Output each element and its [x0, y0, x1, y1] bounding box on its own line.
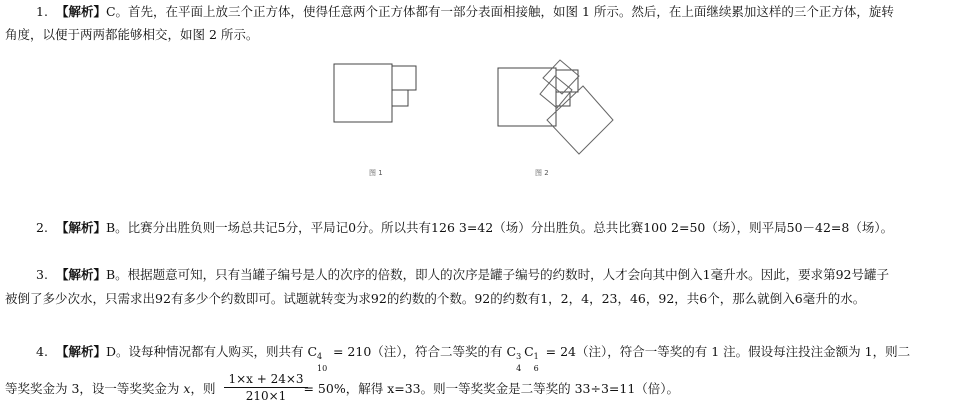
combination-3-sup: 1	[533, 352, 539, 361]
item-4-text-1b: = 210（注），符合二等奖的有 C	[329, 344, 517, 359]
fraction-bar	[224, 387, 308, 388]
combination-1-sub: 10	[317, 364, 328, 373]
fig1-square-middle	[392, 90, 408, 106]
figure-2	[495, 58, 625, 158]
fig2-rotated-large	[547, 86, 613, 154]
item-number: 2.	[36, 220, 48, 235]
analysis-tag: 【解析】	[55, 267, 106, 282]
fig2-rotated-small	[543, 60, 579, 94]
fraction-numerator: 1×x + 24×3	[228, 372, 304, 386]
item-1-text-2: 角度，以便于两两都能够相交，如图 2 所示。	[5, 27, 259, 42]
item-1-text-1: C。首先，在平面上放三个正方体，使得任意两个正方体都有一部分表面相接触，如图 1 所示。然后，在上面继续累加这样的三个正方体，旋转	[105, 4, 894, 19]
fraction-denominator: 210×1	[245, 389, 287, 403]
combination-3-letter: C	[524, 344, 534, 359]
item-4-text-1c: = 24（注），符合一等奖的有 1 注。假设每注投注金额为 1，则二	[541, 344, 911, 359]
fig1-square-top	[392, 66, 416, 90]
item-1-line-2	[5, 27, 258, 43]
fig2-large-square	[498, 68, 556, 126]
item-3-text-1: B。根据题意可知，只有当罐子编号是人的次序的倍数，即人的次序是罐子编号的约数时，人才会向其中倒入1毫升水。因此，要求第92号罐子	[105, 267, 890, 282]
item-2-text-1: B。比赛分出胜负则一场总共记5分，平局记0分。所以共有126 3=42（场）分出胜负。总共比赛100 2=50（场），则平局50－42=8（场）。	[105, 220, 894, 235]
item-4-line-2	[5, 381, 679, 397]
fig1-large-square	[334, 64, 392, 122]
item-2-line-1	[36, 220, 893, 236]
fig2-square-middle	[556, 92, 570, 106]
item-number: 4.	[36, 344, 48, 359]
analysis-tag: 【解析】	[55, 344, 106, 359]
combination-3-sub: 6	[533, 364, 539, 373]
item-number: 1.	[36, 4, 48, 19]
combination-1-sup: 4	[317, 352, 323, 361]
item-4-line-1	[36, 344, 911, 373]
combination-2-sub: 4	[516, 364, 522, 373]
fraction	[224, 372, 308, 403]
item-1-line-1	[36, 4, 894, 20]
item-3-line-2	[5, 291, 865, 307]
item-4-text-2c: = 50%，解得 x=33。则一等奖奖金是二等奖的 33÷3=11（倍）。	[303, 381, 680, 396]
figure-1	[332, 62, 432, 132]
item-3-line-1	[36, 267, 889, 283]
figure-2-caption: 图 2	[535, 169, 549, 177]
analysis-tag: 【解析】	[55, 4, 106, 19]
analysis-tag: 【解析】	[55, 220, 106, 235]
item-number: 3.	[36, 267, 48, 282]
item-3-text-2: 被倒了多少次水，只需求出92有多少个约数即可。试题就转变为求92的约数的个数。92的约数有1，2，4，23，46，92，共6个，那么就倒入6毫升的水。	[5, 291, 866, 306]
combination-2-sup: 3	[516, 352, 522, 361]
item-4-text-1a: D。设每种情况都有人购买，则共有 C	[105, 344, 318, 359]
item-4-text-2b: ，则	[190, 381, 216, 396]
item-4-text-2a: 等奖奖金为 3，设一等奖奖金为	[5, 381, 184, 396]
variable-x: x	[183, 381, 191, 396]
figure-1-caption: 图 1	[369, 169, 383, 177]
